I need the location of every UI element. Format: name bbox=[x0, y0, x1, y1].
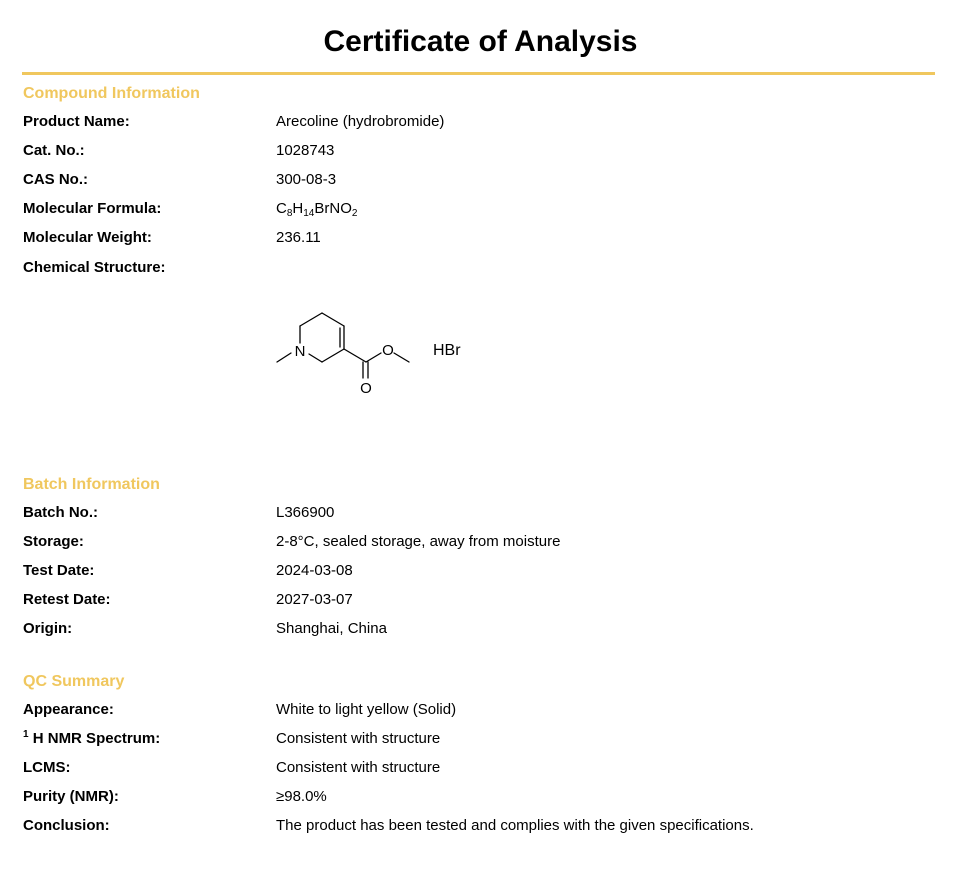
salt-label: HBr bbox=[433, 342, 461, 359]
lcms-value: Consistent with structure bbox=[276, 759, 441, 776]
nmr-label-superscript: 1 bbox=[23, 729, 29, 740]
mw-row bbox=[23, 228, 923, 248]
cat-no-label: Cat. No.: bbox=[23, 142, 85, 159]
atom-o-ester: O bbox=[382, 342, 394, 359]
batch-no-label: Batch No.: bbox=[23, 504, 98, 521]
cas-no-row bbox=[23, 170, 923, 190]
lcms-row bbox=[23, 758, 923, 778]
storage-label: Storage: bbox=[23, 533, 84, 550]
test-date-value: 2024-03-08 bbox=[276, 562, 353, 579]
appearance-value: White to light yellow (Solid) bbox=[276, 701, 457, 718]
cat-no-row bbox=[23, 141, 923, 161]
retest-date-row bbox=[23, 590, 923, 610]
product-name-label: Product Name: bbox=[23, 113, 130, 130]
mw-value: 236.11 bbox=[276, 229, 321, 246]
batch-section-title: Batch Information bbox=[23, 476, 160, 493]
formula-h: H bbox=[292, 200, 304, 217]
batch-no-row bbox=[23, 503, 923, 523]
atom-n: N bbox=[294, 343, 306, 360]
formula-brno: BrNO bbox=[314, 200, 352, 217]
formula-o-count: 2 bbox=[351, 208, 358, 219]
structure-label: Chemical Structure: bbox=[23, 259, 166, 276]
compound-section-title: Compound Information bbox=[23, 85, 200, 102]
document-title: Certificate of Analysis bbox=[323, 25, 638, 58]
origin-value: Shanghai, China bbox=[276, 620, 387, 637]
nmr-value: Consistent with structure bbox=[276, 730, 441, 747]
mw-label: Molecular Weight: bbox=[23, 229, 152, 246]
structure-row bbox=[23, 258, 923, 278]
formula-c: C bbox=[276, 200, 287, 217]
cas-no-value: 300-08-3 bbox=[276, 171, 337, 188]
retest-date-label: Retest Date: bbox=[23, 591, 111, 608]
chemical-structure-diagram bbox=[270, 300, 490, 400]
origin-label: Origin: bbox=[23, 620, 73, 637]
conclusion-value: The product has been tested and complies with the given specifications. bbox=[276, 817, 754, 834]
nmr-label bbox=[23, 729, 160, 749]
atom-o-carbonyl: O bbox=[360, 380, 372, 397]
formula-label: Molecular Formula: bbox=[23, 200, 162, 217]
cas-no-label: CAS No.: bbox=[23, 171, 88, 188]
formula-row bbox=[23, 199, 923, 219]
appearance-row bbox=[23, 700, 923, 720]
origin-row bbox=[23, 619, 923, 639]
product-name-value: Arecoline (hydrobromide) bbox=[276, 113, 445, 130]
purity-label: Purity (NMR): bbox=[23, 788, 119, 805]
lcms-label: LCMS: bbox=[23, 759, 71, 776]
conclusion-label: Conclusion: bbox=[23, 817, 110, 834]
purity-value: ≥98.0% bbox=[276, 788, 327, 805]
qc-section-title: QC Summary bbox=[23, 673, 125, 690]
test-date-row bbox=[23, 561, 923, 581]
product-name-row bbox=[23, 112, 923, 132]
test-date-label: Test Date: bbox=[23, 562, 95, 579]
cat-no-value: 1028743 bbox=[276, 142, 335, 159]
formula-value bbox=[276, 199, 357, 219]
formula-c-count: 8 bbox=[286, 208, 293, 219]
appearance-label: Appearance: bbox=[23, 701, 114, 718]
batch-no-value: L366900 bbox=[276, 504, 335, 521]
storage-value: 2-8°C, sealed storage, away from moisture bbox=[276, 533, 561, 550]
conclusion-row bbox=[23, 816, 923, 836]
nmr-row bbox=[23, 729, 923, 749]
nmr-label-text: H NMR Spectrum: bbox=[28, 730, 161, 747]
storage-row bbox=[23, 532, 923, 552]
formula-h-count: 14 bbox=[303, 208, 315, 219]
title-divider bbox=[22, 72, 935, 75]
retest-date-value: 2027-03-07 bbox=[276, 591, 353, 608]
purity-row bbox=[23, 787, 923, 807]
